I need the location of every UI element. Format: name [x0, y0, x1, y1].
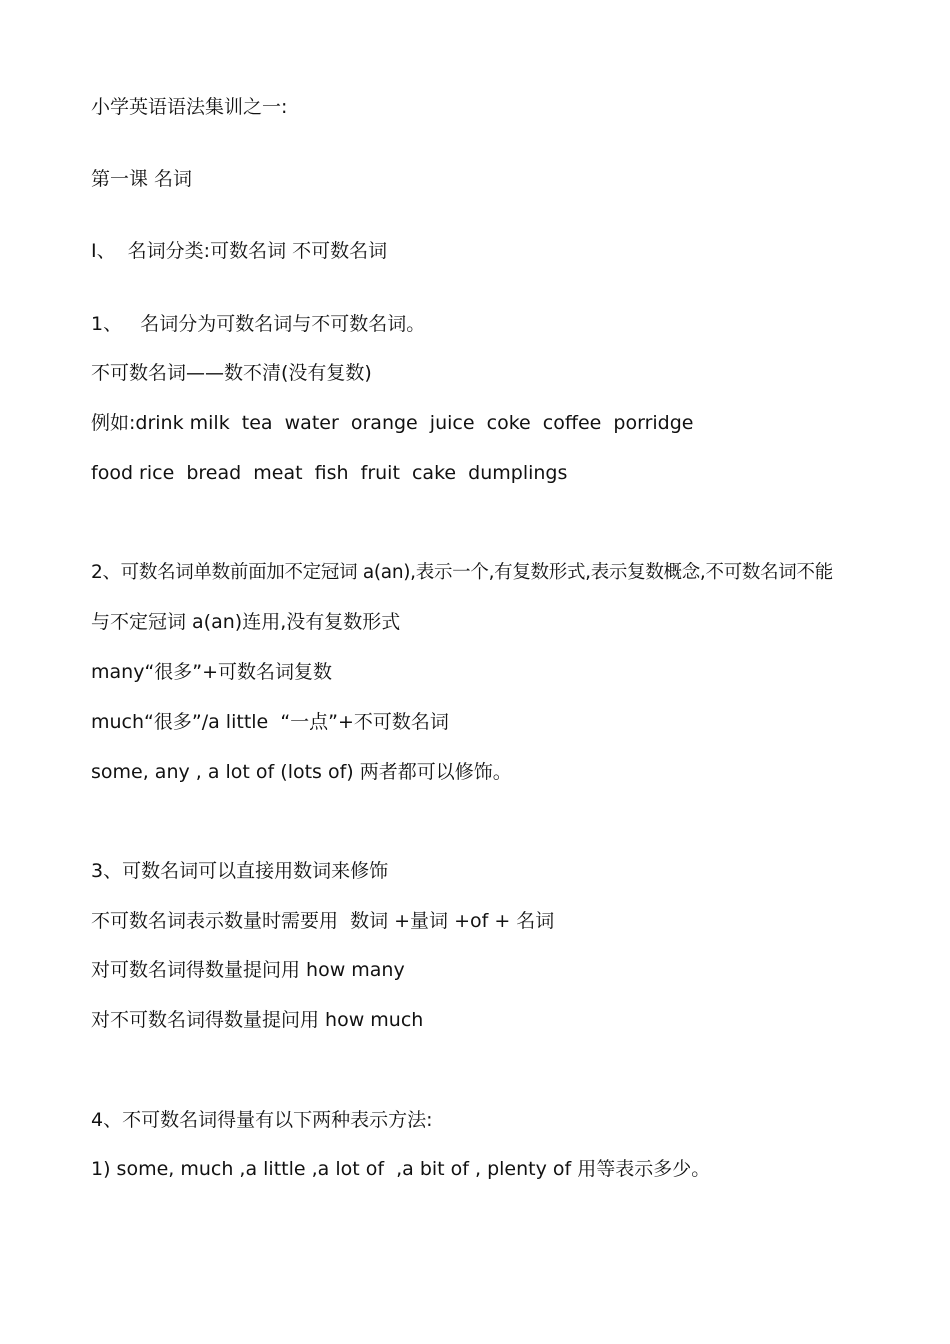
- item2-line-2: 与不定冠词 a(an)连用,没有复数形式: [91, 611, 401, 633]
- uncountable-definition: 不可数名词——数不清(没有复数): [91, 362, 372, 384]
- many-rule: many“很多”+可数名词复数: [91, 661, 333, 683]
- item1-heading: 1、 名词分为可数名词与不可数名词。: [91, 313, 426, 335]
- item2-line-1: 2、可数名词单数前面加不定冠词 a(an),表示一个,有复数形式,表示复数概念,不可数名词不能: [91, 562, 833, 583]
- some-rule: some, any , a lot of (lots of) 两者都可以修饰。: [91, 761, 512, 783]
- much-rule: much“很多”/a little “一点”+不可数名词: [91, 711, 449, 733]
- item3-line-1: 不可数名词表示数量时需要用 数词 +量词 +of + 名词: [91, 910, 555, 932]
- examples-line-2: food rice bread meat fish fruit cake dumplings: [91, 462, 568, 484]
- examples-line-1: 例如:drink milk tea water orange juice coke coffee porridge: [91, 412, 694, 434]
- item3-line-3: 对不可数名词得数量提问用 how much: [91, 1009, 424, 1031]
- item3-heading: 3、可数名词可以直接用数词来修饰: [91, 860, 389, 882]
- lesson-heading: 第一课 名词: [91, 168, 193, 190]
- document-title: 小学英语语法集训之一:: [91, 96, 288, 118]
- item3-line-2: 对可数名词得数量提问用 how many: [91, 959, 405, 981]
- section-heading: I、 名词分类:可数名词 不可数名词: [91, 240, 388, 262]
- item4-line-1: 1) some, much ,a little ,a lot of ,a bit of , plenty of 用等表示多少。: [91, 1158, 711, 1180]
- item4-heading: 4、不可数名词得量有以下两种表示方法:: [91, 1109, 433, 1131]
